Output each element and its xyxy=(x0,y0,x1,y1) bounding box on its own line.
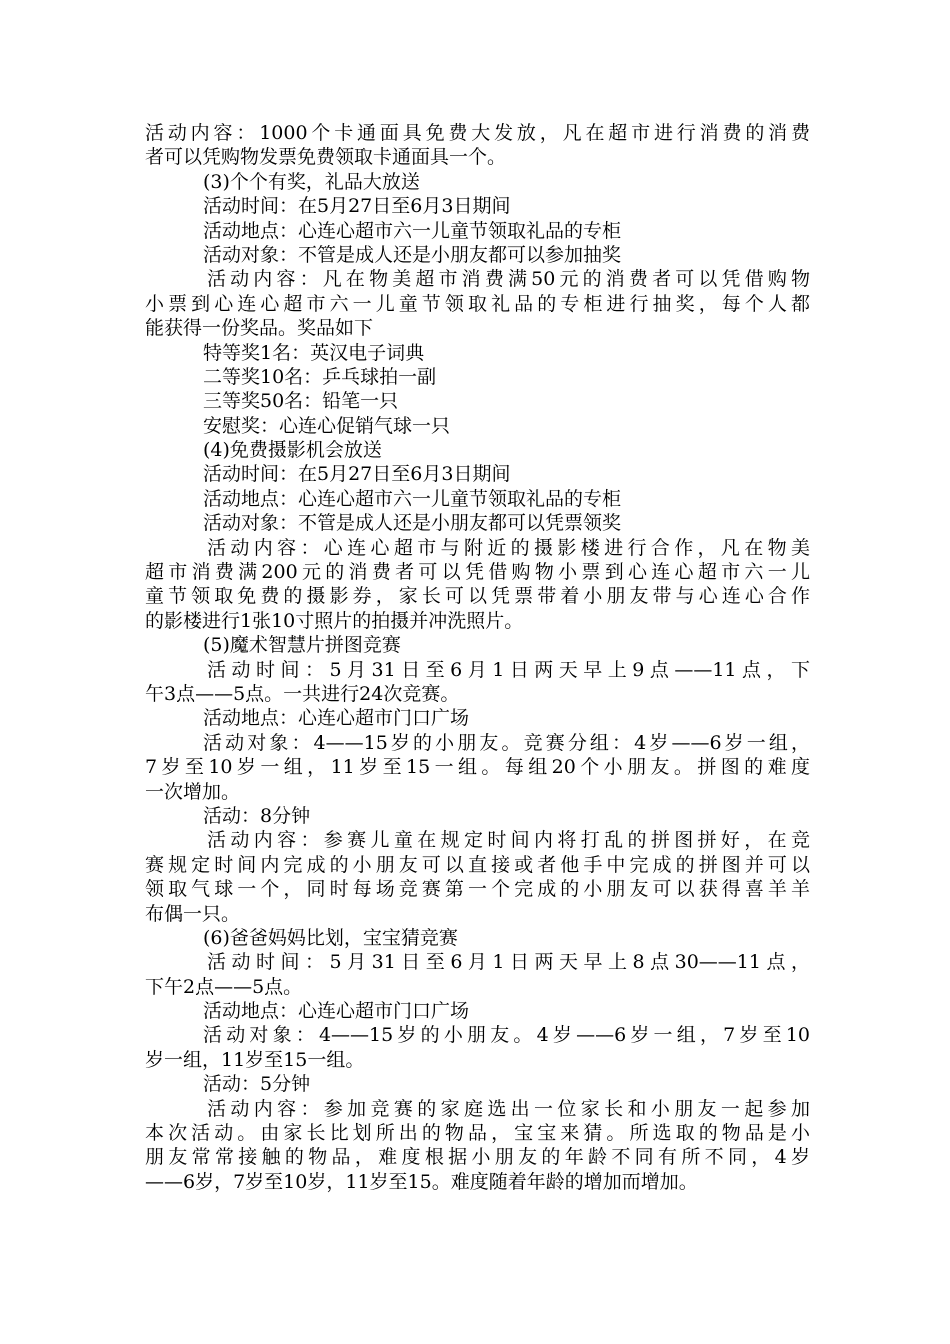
paragraph-line: 活动时间：在5月27日至6月3日期间 xyxy=(203,463,511,486)
section-heading: (6)爸爸妈妈比划，宝宝猜竞赛 xyxy=(203,926,458,949)
paragraph-line: 小票到心连心超市六一儿童节领取礼品的专柜进行抽奖，每个人都 xyxy=(145,292,810,315)
paragraph-line: 活动内容：参加竞赛的家庭选出一位家长和小朋友一起参加 xyxy=(207,1097,810,1120)
paragraph-line: 本次活动。由家长比划所出的物品，宝宝来猜。所选取的物品是小 xyxy=(145,1122,810,1145)
paragraph-line: 一次增加。 xyxy=(145,780,241,803)
paragraph-line: 赛规定时间内完成的小朋友可以直接或者他手中完成的拼图并可以 xyxy=(145,853,810,876)
section-heading: (4)免费摄影机会放送 xyxy=(203,439,382,462)
paragraph-line: 活动：8分钟 xyxy=(203,804,311,827)
prize-line: 安慰奖：心连心促销气球一只 xyxy=(203,414,451,437)
document-body xyxy=(145,121,810,1194)
paragraph-line: 活动内容：参赛儿童在规定时间内将打乱的拼图拼好，在竞 xyxy=(207,829,810,852)
paragraph-line: 活动内容：凡在物美超市消费满50元的消费者可以凭借购物 xyxy=(207,268,810,291)
paragraph-line: 活动：5分钟 xyxy=(203,1073,311,1096)
paragraph-line: 者可以凭购物发票免费领取卡通面具一个。 xyxy=(145,146,507,169)
paragraph-line: 活动内容：心连心超市与附近的摄影楼进行合作，凡在物美 xyxy=(207,536,810,559)
paragraph-line: 童节领取免费的摄影券，家长可以凭票带着小朋友带与心连心合作 xyxy=(145,585,810,608)
paragraph-line: 岁一组，11岁至15一组。 xyxy=(145,1048,365,1071)
paragraph-line: 活动时间：在5月27日至6月3日期间 xyxy=(203,195,511,218)
section-heading: (5)魔术智慧片拼图竞赛 xyxy=(203,634,401,657)
paragraph-line: 能获得一份奖品。奖品如下 xyxy=(145,317,374,340)
paragraph-line: 领取气球一个，同时每场竞赛第一个完成的小朋友可以获得喜羊羊 xyxy=(145,878,810,901)
paragraph-line: 活动地点：心连心超市六一儿童节领取礼品的专柜 xyxy=(203,219,622,242)
paragraph-line: 活动地点：心连心超市门口广场 xyxy=(203,707,470,730)
prize-line: 二等奖10名：乒乓球拍一副 xyxy=(203,365,437,388)
paragraph-line: 下午2点——5点。 xyxy=(145,975,303,998)
paragraph-line: 活动对象：4——15岁的小朋友。竞赛分组：4岁——6岁一组， xyxy=(203,731,810,754)
prize-line: 特等奖1名：英汉电子词典 xyxy=(203,341,425,364)
paragraph-line: 活动地点：心连心超市六一儿童节领取礼品的专柜 xyxy=(203,487,622,510)
paragraph-line: 朋友常常接触的物品，难度根据小朋友的年龄不同有所不同，4岁 xyxy=(145,1146,810,1169)
paragraph-line: 7岁至10岁一组，11岁至15一组。每组20个小朋友。拼图的难度 xyxy=(145,756,810,779)
paragraph-line: 活动对象：不管是成人还是小朋友都可以参加抽奖 xyxy=(203,243,622,266)
paragraph-line: 活动时间：5月31日至6月1日两天早上9点——11点，下 xyxy=(207,658,810,681)
paragraph-line: 布偶一只。 xyxy=(145,902,241,925)
paragraph-line: 的影楼进行1张10寸照片的拍摄并冲洗照片。 xyxy=(145,609,524,632)
prize-line: 三等奖50名：铅笔一只 xyxy=(203,390,399,413)
paragraph-line: 活动内容：1000个卡通面具免费大发放，凡在超市进行消费的消费 xyxy=(145,122,810,144)
paragraph-line: 超市消费满200元的消费者可以凭借购物小票到心连心超市六一儿 xyxy=(145,561,810,584)
section-heading: (3)个个有奖，礼品大放送 xyxy=(203,170,420,193)
paragraph-line: 活动对象：不管是成人还是小朋友都可以凭票领奖 xyxy=(203,512,622,535)
paragraph-line: 午3点——5点。一共进行24次竞赛。 xyxy=(145,682,460,705)
paragraph-line: 活动时间：5月31日至6月1日两天早上8点30——11点， xyxy=(207,951,810,974)
paragraph-line: ——6岁，7岁至10岁，11岁至15。难度随着年龄的增加而增加。 xyxy=(145,1170,698,1193)
paragraph-line: 活动对象：4——15岁的小朋友。4岁——6岁一组，7岁至10 xyxy=(203,1024,810,1047)
paragraph-line: 活动地点：心连心超市门口广场 xyxy=(203,1000,470,1023)
